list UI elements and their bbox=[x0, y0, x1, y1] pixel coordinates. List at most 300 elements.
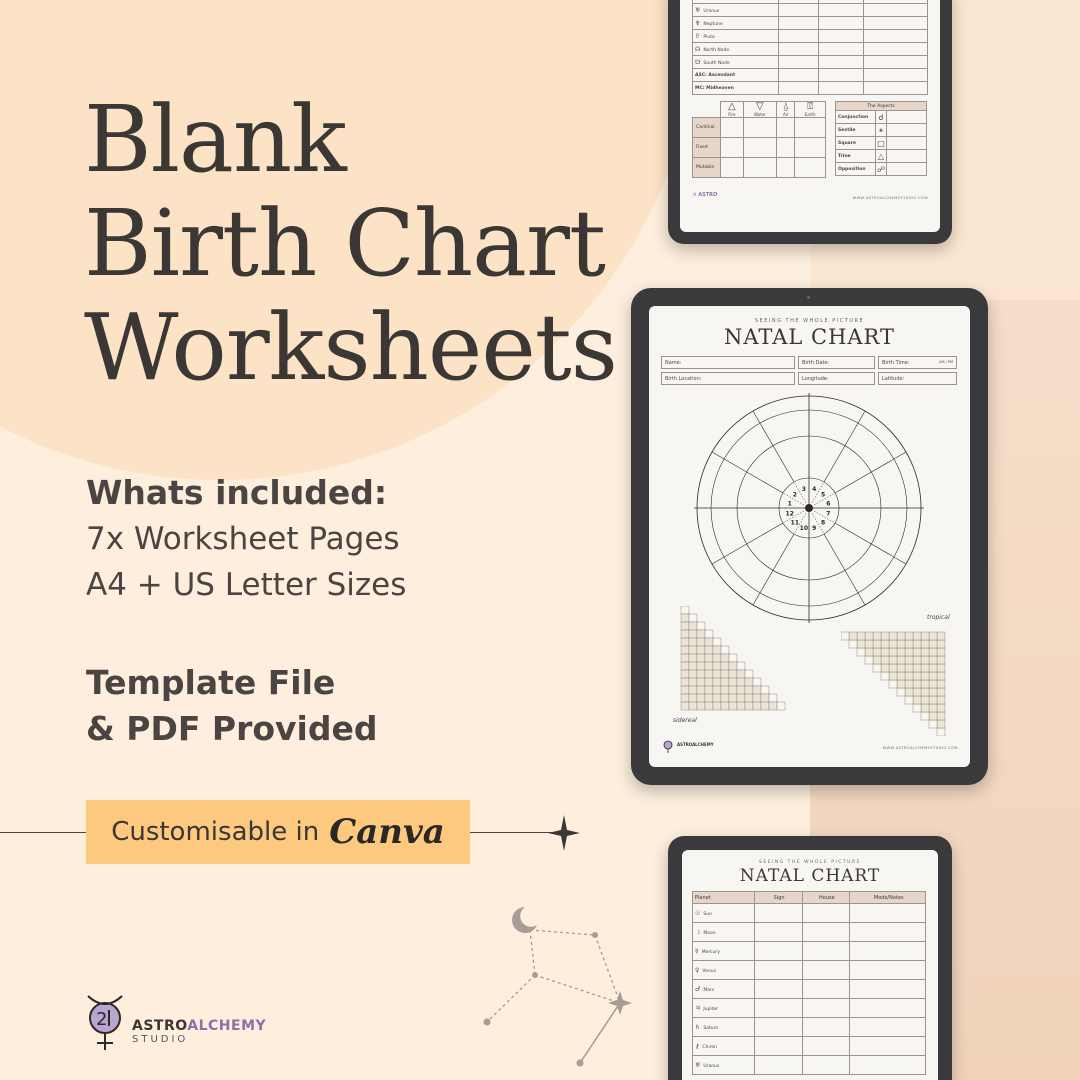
aspect-grid-cell bbox=[889, 672, 897, 680]
field-birth-location: Birth Location: bbox=[661, 372, 795, 385]
aspect-grid-cell bbox=[841, 632, 849, 640]
aspect-grid-cell bbox=[729, 654, 737, 662]
aspect-grid-cell bbox=[737, 694, 745, 702]
column-header: Planet bbox=[693, 892, 755, 904]
aspect-grid-cell bbox=[921, 632, 929, 640]
aspect-grid-cell bbox=[929, 656, 937, 664]
aspect-grid-cell bbox=[921, 672, 929, 680]
aspect-grid-cell bbox=[929, 704, 937, 712]
aspect-grid-cell bbox=[745, 678, 753, 686]
aspect-grid-cell bbox=[921, 656, 929, 664]
aspect-grid-cell bbox=[913, 656, 921, 664]
planet-row: ☽ Moon bbox=[693, 923, 926, 942]
planet-glyph-icon: ♇ bbox=[695, 32, 701, 40]
planet-placements-table bbox=[692, 891, 926, 1075]
planet-row: ♃ Jupiter bbox=[693, 999, 926, 1018]
aspect-sextile: Sextile bbox=[836, 124, 876, 137]
aspect-grid-cell bbox=[689, 646, 697, 654]
divider-right bbox=[470, 832, 560, 833]
planet-glyph-icon: ⚷ bbox=[695, 1042, 700, 1050]
planet-row: ☉ Sun bbox=[693, 904, 926, 923]
aspect-grid-cell bbox=[889, 632, 897, 640]
aspect-grid-cell bbox=[681, 606, 689, 614]
planet-row: ☿ Mercury bbox=[693, 942, 926, 961]
planet-glyph-icon: ☋ bbox=[695, 58, 701, 66]
planet-row: ♆ Neptune bbox=[693, 17, 928, 30]
aspect-grid-cell bbox=[697, 622, 705, 630]
planet-glyph-icon: ☊ bbox=[695, 45, 701, 53]
planet-row: ☋ South Node bbox=[693, 56, 928, 69]
bottom-kicker: SEEING THE WHOLE PICTURE bbox=[759, 860, 861, 865]
aspect-grid-cell bbox=[897, 656, 905, 664]
aspect-grid-cell bbox=[921, 696, 929, 704]
house-number: 4 bbox=[812, 486, 817, 494]
aspect-grid-cell bbox=[689, 630, 697, 638]
aspect-grid-cell bbox=[689, 614, 697, 622]
aspect-grid-cell bbox=[697, 630, 705, 638]
field-name: Name: bbox=[661, 356, 795, 369]
worksheet-natal-chart-wheel bbox=[649, 306, 970, 767]
aspect-grid-cell bbox=[889, 656, 897, 664]
element-air: ⍙ Air bbox=[777, 102, 795, 118]
modality-cardinal: Cardinal bbox=[693, 118, 721, 138]
mid-title: NATAL CHART bbox=[723, 325, 896, 349]
aspect-grid-cell bbox=[913, 688, 921, 696]
aspect-grid-cell bbox=[737, 702, 745, 710]
fields-row-1 bbox=[661, 356, 957, 369]
aspect-grid-cell bbox=[881, 664, 889, 672]
wheel-spoke bbox=[835, 523, 906, 564]
aspect-grid-cell bbox=[713, 678, 721, 686]
planet-glyph-icon bbox=[695, 0, 699, 1]
aspect-grid-cell bbox=[865, 640, 873, 648]
aspect-grid-cell bbox=[905, 664, 913, 672]
aspect-grid-cell bbox=[697, 662, 705, 670]
aspect-grid-cell bbox=[705, 686, 713, 694]
aspect-grid-cell bbox=[905, 632, 913, 640]
provided-line-1: Template File bbox=[86, 663, 336, 702]
planet-glyph-icon: ♀ bbox=[695, 966, 700, 974]
aspect-grid-cell bbox=[897, 632, 905, 640]
aspect-grid-cell bbox=[881, 632, 889, 640]
planet-row: ☊ North Node bbox=[693, 43, 928, 56]
aspect-grid-cell bbox=[705, 630, 713, 638]
top-sheet-logo-icon: ♃ ASTRO bbox=[692, 192, 718, 198]
aspect-grid-cell bbox=[937, 664, 945, 672]
tablet-bottom bbox=[668, 836, 952, 1080]
aspect-grid-cell bbox=[689, 686, 697, 694]
aspect-grid-cell bbox=[857, 640, 865, 648]
aspect-grid-cell bbox=[697, 670, 705, 678]
house-number: 2 bbox=[792, 491, 797, 499]
aspect-grid-cell bbox=[937, 720, 945, 728]
included-section bbox=[86, 470, 606, 608]
aspect-grid-cell bbox=[697, 694, 705, 702]
aspect-grid-cell bbox=[681, 614, 689, 622]
sextile-icon: ⚹ bbox=[876, 124, 887, 137]
mid-sheet-logo-icon bbox=[661, 738, 675, 752]
aspect-grid-cell bbox=[705, 670, 713, 678]
aspect-grid-cell bbox=[681, 686, 689, 694]
top-sheet-footer-url: WWW.ASTROALCHEMYSTUDIO.COM bbox=[852, 196, 928, 200]
aspect-grid-cell bbox=[905, 672, 913, 680]
house-number: 10 bbox=[799, 524, 809, 532]
element-water: ▽ Water bbox=[743, 102, 776, 118]
aspect-grid-cell bbox=[913, 664, 921, 672]
aspect-grid-cell bbox=[921, 640, 929, 648]
aspect-grid-cell bbox=[753, 694, 761, 702]
aspect-grid-cell bbox=[721, 662, 729, 670]
aspect-grid-cell bbox=[713, 638, 721, 646]
planet-header-row bbox=[693, 892, 926, 904]
tropical-aspect-grid bbox=[841, 624, 953, 736]
wheel-spoke bbox=[753, 534, 794, 605]
wheel-spoke bbox=[824, 411, 865, 482]
aspect-grid-cell bbox=[713, 646, 721, 654]
sparkle-icon bbox=[548, 815, 580, 851]
fields-row-2 bbox=[661, 372, 957, 385]
elements-table bbox=[692, 101, 826, 178]
included-heading: Whats included: bbox=[86, 473, 388, 512]
label-sidereal: sidereal bbox=[673, 717, 697, 724]
alchemy-symbol-icon bbox=[84, 992, 126, 1052]
mid-kicker: SEEING THE WHOLE PICTURE bbox=[754, 318, 865, 324]
headline-line-3: Worksheets bbox=[84, 294, 617, 401]
aspect-grid-cell bbox=[929, 712, 937, 720]
aspect-grid-cell bbox=[929, 696, 937, 704]
aspect-grid-cell bbox=[913, 632, 921, 640]
house-number: 8 bbox=[821, 519, 826, 527]
aspect-grid-cell bbox=[697, 646, 705, 654]
included-item-sizes: A4 + US Letter Sizes bbox=[86, 567, 407, 603]
aspect-grid-cell bbox=[897, 664, 905, 672]
aspect-grid-cell bbox=[921, 648, 929, 656]
aspect-square: Square bbox=[836, 137, 876, 150]
tablet-top bbox=[668, 0, 952, 244]
aspect-grid-cell bbox=[705, 694, 713, 702]
headline-line-1: Blank bbox=[84, 86, 346, 193]
aspect-grid-cell bbox=[737, 686, 745, 694]
aspect-grid-cell bbox=[705, 662, 713, 670]
aspect-grid-cell bbox=[681, 662, 689, 670]
aspect-grid-cell bbox=[937, 656, 945, 664]
aspect-grid-cell bbox=[713, 670, 721, 678]
aspect-grid-cell bbox=[873, 656, 881, 664]
aspect-grid-cell bbox=[881, 672, 889, 680]
aspect-grid-cell bbox=[713, 654, 721, 662]
aspect-grid-cell bbox=[937, 696, 945, 704]
aspect-conjunction: Conjunction bbox=[836, 111, 876, 124]
aspect-opposition: Opposition bbox=[836, 163, 876, 176]
aspect-grid-cell bbox=[753, 678, 761, 686]
aspect-grid-cell bbox=[937, 648, 945, 656]
aspect-grid-cell bbox=[681, 670, 689, 678]
planet-glyph-icon: ♄ bbox=[695, 1023, 701, 1031]
aspect-grid-cell bbox=[681, 630, 689, 638]
house-number: 1 bbox=[787, 500, 792, 508]
planet-glyph-icon: ♂ bbox=[695, 985, 701, 993]
element-earth: ⍔ Earth bbox=[795, 102, 826, 118]
aspect-grid-cell bbox=[889, 648, 897, 656]
aspect-grid-cell bbox=[729, 670, 737, 678]
aspect-grid-cell bbox=[777, 702, 785, 710]
planet-row: ♂ Mars bbox=[693, 980, 926, 999]
aspect-grid-cell bbox=[729, 686, 737, 694]
aspect-grid-cell bbox=[849, 640, 857, 648]
aspect-grid-cell bbox=[729, 702, 737, 710]
aspect-grid-cell bbox=[921, 680, 929, 688]
aspect-grid-cell bbox=[873, 664, 881, 672]
planet-glyph-icon: ☿ bbox=[695, 947, 699, 955]
provided-section bbox=[86, 660, 606, 752]
aspect-grid-cell bbox=[761, 694, 769, 702]
planet-row: ASC: Ascendant bbox=[693, 69, 928, 82]
aspect-grid-cell bbox=[905, 640, 913, 648]
aspects-table bbox=[835, 101, 927, 176]
aspect-grid-cell bbox=[897, 680, 905, 688]
field-longitude: Longitude: bbox=[798, 372, 875, 385]
element-fire: △ Fire bbox=[721, 102, 744, 118]
aspect-grid-cell bbox=[937, 704, 945, 712]
planets-table bbox=[692, 0, 928, 95]
aspect-grid-cell bbox=[721, 686, 729, 694]
aspect-grid-cell bbox=[689, 654, 697, 662]
aspect-grid-cell bbox=[745, 670, 753, 678]
aspect-grid-cell bbox=[689, 622, 697, 630]
house-number: 7 bbox=[826, 510, 831, 518]
aspect-grid-cell bbox=[905, 696, 913, 704]
planet-row: ♇ Pluto bbox=[693, 30, 928, 43]
aspect-grid-cell bbox=[729, 694, 737, 702]
aspect-grid-cell bbox=[729, 678, 737, 686]
aspect-grid-cell bbox=[681, 694, 689, 702]
field-latitude: Latitude: bbox=[878, 372, 957, 385]
aspect-grid-cell bbox=[921, 704, 929, 712]
aspect-grid-cell bbox=[905, 680, 913, 688]
aspect-grid-cell bbox=[937, 728, 945, 736]
aspect-grid-cell bbox=[857, 632, 865, 640]
aspect-grid-cell bbox=[761, 702, 769, 710]
mid-sheet-footer-url: WWW.ASTROALCHEMYSTUDIO.COM bbox=[882, 746, 958, 750]
planet-glyph-icon: ☉ bbox=[695, 909, 701, 917]
modality-fixed: Fixed bbox=[693, 138, 721, 158]
aspects-title: The Aspects bbox=[836, 102, 927, 111]
aspect-grid-cell bbox=[697, 678, 705, 686]
aspect-grid-cell bbox=[857, 648, 865, 656]
planet-row: MC: Midheaven bbox=[693, 82, 928, 95]
wheel-spoke bbox=[835, 452, 906, 493]
house-number: 11 bbox=[790, 519, 800, 527]
aspect-grid-cell bbox=[889, 680, 897, 688]
aspect-grid-cell bbox=[689, 638, 697, 646]
canva-badge bbox=[86, 800, 470, 864]
included-item-pages: 7x Worksheet Pages bbox=[86, 521, 400, 557]
planet-glyph-icon: ♅ bbox=[695, 1061, 701, 1069]
aspect-grid-cell bbox=[705, 678, 713, 686]
aspect-grid-cell bbox=[913, 648, 921, 656]
aspect-grid-cell bbox=[913, 680, 921, 688]
label-tropical: tropical bbox=[927, 614, 950, 621]
aspect-grid-cell bbox=[769, 694, 777, 702]
aspect-grid-cell bbox=[913, 704, 921, 712]
aspect-grid-cell bbox=[905, 648, 913, 656]
opposition-icon: ☍ bbox=[876, 164, 886, 174]
aspect-grid-cell bbox=[929, 648, 937, 656]
planet-row: ♄ Saturn bbox=[693, 1018, 926, 1037]
aspect-grid-cell bbox=[881, 656, 889, 664]
brand-logo bbox=[84, 992, 304, 1052]
aspect-grid-cell bbox=[681, 622, 689, 630]
aspect-grid-cell bbox=[745, 686, 753, 694]
aspect-grid-cell bbox=[897, 648, 905, 656]
house-number: 3 bbox=[801, 486, 806, 494]
aspect-grid-cell bbox=[769, 702, 777, 710]
brand-sub: STUDIO bbox=[132, 1034, 189, 1045]
aspect-grid-cell bbox=[681, 678, 689, 686]
planet-glyph-icon: ☽ bbox=[695, 928, 701, 936]
planet-row: ♅ Uranus bbox=[693, 4, 928, 17]
aspect-grid-cell bbox=[721, 670, 729, 678]
bottom-title: NATAL CHART bbox=[739, 866, 881, 886]
aspect-grid-cell bbox=[713, 702, 721, 710]
sidereal-aspect-grid bbox=[673, 606, 791, 718]
column-header: Sign bbox=[754, 892, 802, 904]
planet-glyph-icon: ♅ bbox=[695, 6, 701, 14]
aspect-grid-cell bbox=[929, 632, 937, 640]
headline-line-2: Birth Chart bbox=[84, 190, 605, 297]
aspect-grid-cell bbox=[905, 688, 913, 696]
aspect-grid-cell bbox=[721, 654, 729, 662]
aspect-grid-cell bbox=[705, 638, 713, 646]
wheel-center bbox=[805, 504, 813, 512]
brand-name: ASTROALCHEMY bbox=[132, 1018, 267, 1034]
aspect-grid-cell bbox=[929, 664, 937, 672]
planet-glyph-icon: ♆ bbox=[695, 19, 701, 27]
aspect-grid-cell bbox=[753, 686, 761, 694]
aspect-grid-cell bbox=[705, 654, 713, 662]
house-number: 6 bbox=[826, 500, 831, 508]
aspect-grid-cell bbox=[913, 640, 921, 648]
aspect-grid-cell bbox=[681, 654, 689, 662]
constellation-icon bbox=[470, 895, 650, 1080]
aspect-grid-cell bbox=[873, 632, 881, 640]
aspect-grid-cell bbox=[705, 702, 713, 710]
aspect-grid-cell bbox=[697, 702, 705, 710]
aspect-grid-cell bbox=[937, 688, 945, 696]
headline bbox=[84, 88, 617, 400]
house-number: 9 bbox=[812, 524, 817, 532]
aspect-trine: Trine bbox=[836, 150, 876, 163]
aspect-grid-cell bbox=[897, 640, 905, 648]
aspect-grid-cell bbox=[745, 694, 753, 702]
house-number: 12 bbox=[785, 510, 794, 518]
worksheet-planet-placements bbox=[682, 850, 938, 1080]
aspect-grid-cell bbox=[761, 686, 769, 694]
aspect-grid-cell bbox=[689, 678, 697, 686]
aspect-grid-cell bbox=[753, 702, 761, 710]
aspect-grid-cell bbox=[689, 694, 697, 702]
aspect-grid-cell bbox=[937, 640, 945, 648]
aspect-grid-cell bbox=[713, 686, 721, 694]
wheel-spoke bbox=[712, 523, 783, 564]
provided-line-2: & PDF Provided bbox=[86, 709, 378, 748]
camera-dot bbox=[807, 296, 810, 299]
aspect-grid-cell bbox=[705, 646, 713, 654]
aspect-grid-cell bbox=[689, 702, 697, 710]
aspect-grid-cell bbox=[737, 678, 745, 686]
column-header: Mode/Notes bbox=[850, 892, 926, 904]
svg-text:2: 2 bbox=[96, 1009, 108, 1030]
mid-sheet-logo-text: ASTROALCHEMY bbox=[677, 742, 714, 747]
trine-icon: △ bbox=[876, 150, 887, 163]
aspect-grid-cell bbox=[881, 640, 889, 648]
aspect-grid-cell bbox=[889, 664, 897, 672]
aspect-grid-cell bbox=[689, 662, 697, 670]
conjunction-icon: ☌ bbox=[876, 111, 887, 124]
wheel-spoke bbox=[753, 411, 794, 482]
canva-brand-text: Canva bbox=[329, 812, 445, 852]
aspect-grid-cell bbox=[937, 712, 945, 720]
wheel-spoke bbox=[824, 534, 865, 605]
aspect-grid-cell bbox=[929, 688, 937, 696]
modality-mutable: Mutable bbox=[693, 158, 721, 178]
aspect-grid-cell bbox=[681, 702, 689, 710]
aspect-grid-cell bbox=[737, 670, 745, 678]
aspect-grid-cell bbox=[737, 662, 745, 670]
aspect-grid-cell bbox=[681, 646, 689, 654]
field-birth-date: Birth Date: bbox=[798, 356, 875, 369]
canva-badge-label: Customisable in bbox=[111, 817, 320, 847]
aspect-grid-cell bbox=[913, 672, 921, 680]
aspect-grid-cell bbox=[689, 670, 697, 678]
aspect-grid-cell bbox=[865, 648, 873, 656]
aspect-grid-cell bbox=[921, 712, 929, 720]
worksheet-planets-aspects bbox=[680, 0, 940, 232]
aspect-grid-cell bbox=[929, 640, 937, 648]
aspect-grid-cell bbox=[721, 678, 729, 686]
aspect-grid-cell bbox=[729, 662, 737, 670]
aspect-grid-cell bbox=[897, 688, 905, 696]
aspect-grid-cell bbox=[929, 672, 937, 680]
aspect-grid-cell bbox=[913, 696, 921, 704]
aspect-grid-cell bbox=[921, 688, 929, 696]
aspect-grid-cell bbox=[937, 632, 945, 640]
aspect-grid-cell bbox=[697, 638, 705, 646]
aspect-grid-cell bbox=[865, 656, 873, 664]
house-number: 5 bbox=[821, 491, 826, 499]
aspect-grid-cell bbox=[721, 702, 729, 710]
aspect-grid-cell bbox=[849, 632, 857, 640]
aspect-grid-cell bbox=[713, 694, 721, 702]
tablet-middle bbox=[631, 288, 988, 785]
column-header: House bbox=[802, 892, 850, 904]
aspect-grid-cell bbox=[713, 662, 721, 670]
aspect-grid-cell bbox=[937, 680, 945, 688]
wheel-spoke bbox=[712, 452, 783, 493]
planet-row: ♀ Venus bbox=[693, 961, 926, 980]
planet-row: ♅ Uranus bbox=[693, 1056, 926, 1075]
aspect-grid-cell bbox=[929, 720, 937, 728]
aspect-grid-cell bbox=[873, 640, 881, 648]
field-birth-time: Birth Time: AM / PM bbox=[878, 356, 957, 369]
aspect-grid-cell bbox=[881, 648, 889, 656]
divider-left bbox=[0, 832, 86, 833]
aspect-grid-cell bbox=[929, 680, 937, 688]
aspect-grid-cell bbox=[873, 648, 881, 656]
aspect-grid-cell bbox=[897, 672, 905, 680]
natal-chart-wheel bbox=[694, 393, 924, 623]
aspect-grid-cell bbox=[721, 646, 729, 654]
